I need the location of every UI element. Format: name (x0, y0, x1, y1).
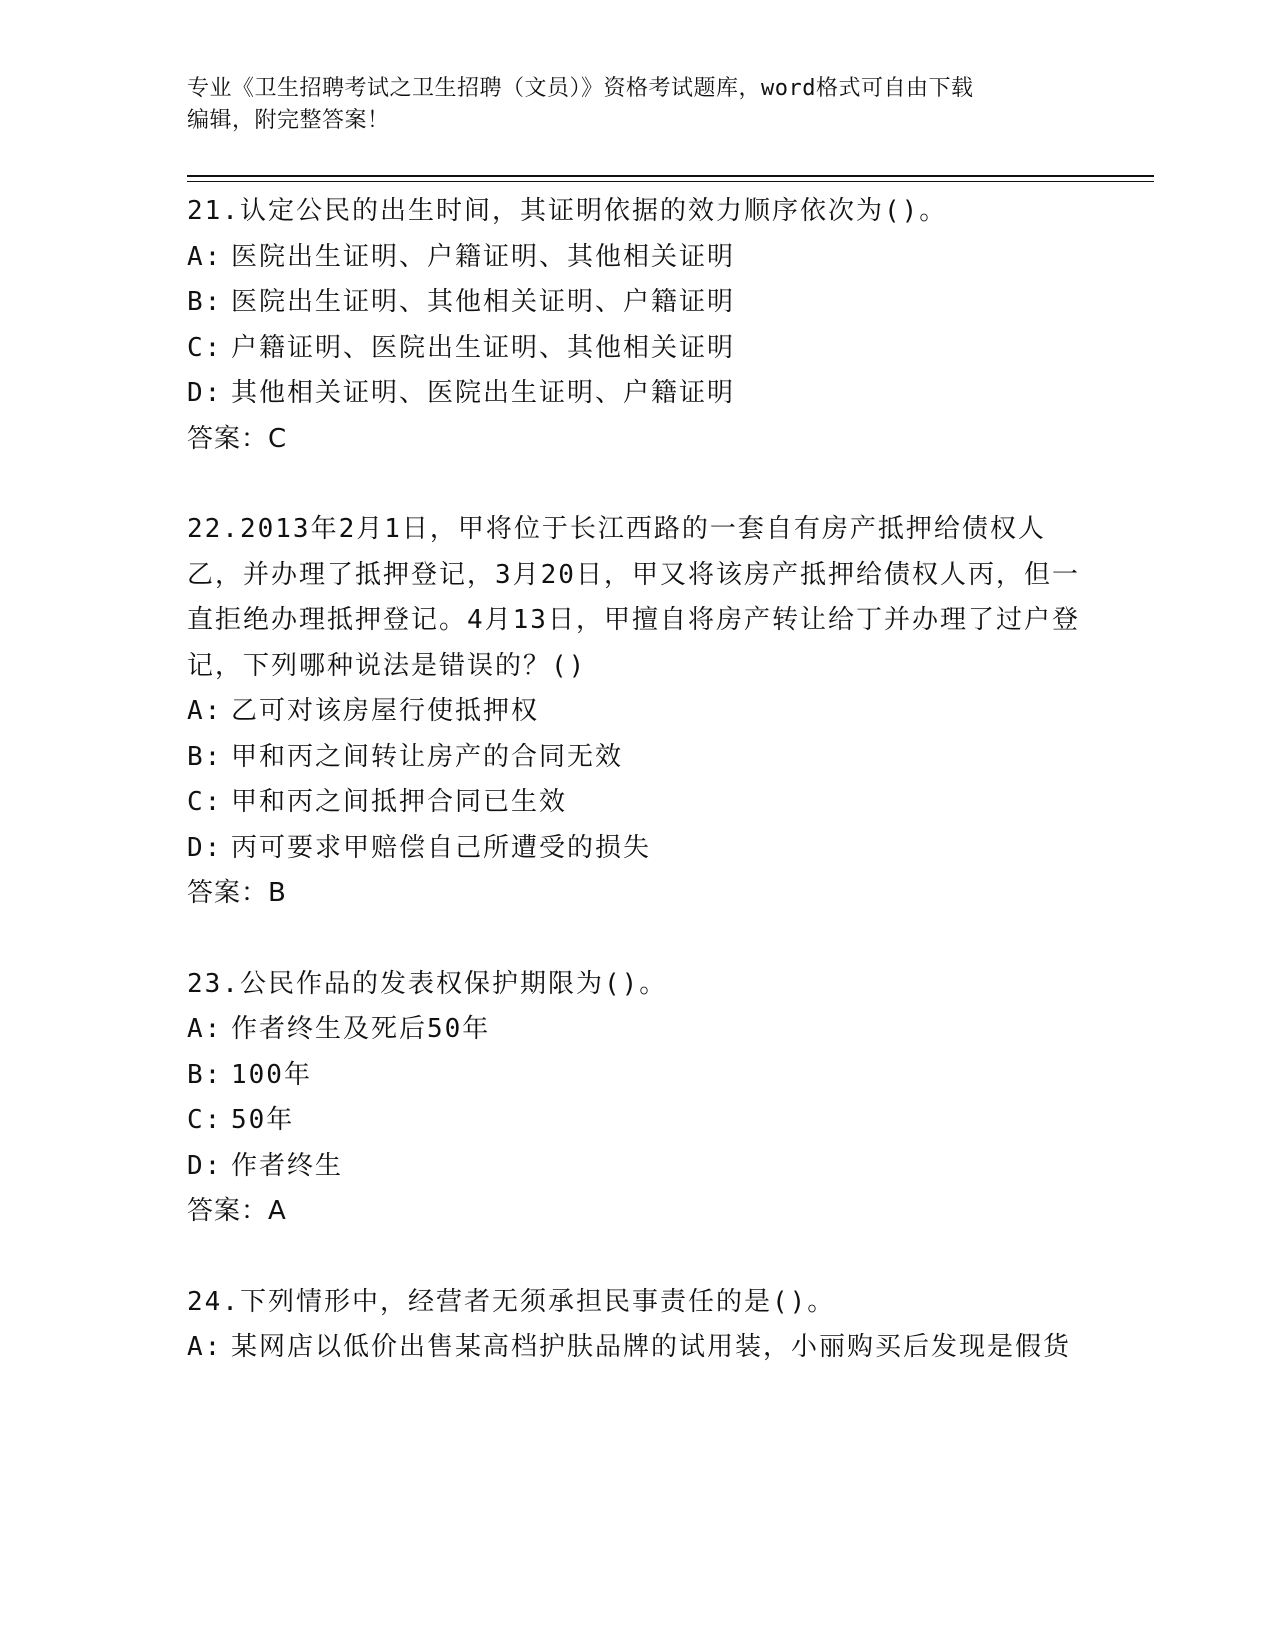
option-a (187, 235, 1087, 281)
answer-value: B (268, 878, 287, 908)
option-text: 作者终生 (231, 1150, 344, 1181)
question-stem: 21.认定公民的出生时间，其证明依据的效力顺序依次为()。 (187, 196, 948, 226)
answer-label: 答案： (187, 1196, 269, 1226)
option-c (187, 780, 1087, 826)
option-letter: D: (187, 832, 223, 863)
option-text: 医院出生证明、户籍证明、其他相关证明 (231, 241, 736, 272)
option-text: 户籍证明、医院出生证明、其他相关证明 (231, 332, 736, 363)
option-text: 其他相关证明、医院出生证明、户籍证明 (231, 378, 736, 408)
option-b (187, 280, 1087, 326)
question-stem: 24.下列情形中，经营者无须承担民事责任的是()。 (187, 1286, 836, 1317)
option-a (187, 1325, 1087, 1371)
option-text: 乙可对该房屋行使抵押权 (231, 696, 540, 726)
answer-line (187, 871, 1087, 917)
option-c (187, 326, 1087, 372)
option-letter: C: (187, 1105, 223, 1135)
option-letter: D: (187, 378, 223, 408)
option-text: 100年 (231, 1059, 312, 1090)
document-header (187, 73, 1087, 137)
option-letter: D: (187, 1150, 223, 1181)
question-24 (187, 1280, 1087, 1371)
option-text: 丙可要求甲赔偿自己所遭受的损失 (231, 832, 652, 863)
question-21 (187, 189, 1087, 462)
question-22 (187, 507, 1087, 917)
option-letter: A: (187, 241, 223, 272)
option-d (187, 1144, 1087, 1190)
header-line-2: 编辑，附完整答案！ (187, 108, 390, 133)
question-23 (187, 962, 1087, 1235)
option-d (187, 371, 1087, 417)
answer-value: C (268, 423, 288, 454)
option-text: 某网店以低价出售某高档护肤品牌的试用装，小丽购买后发现是假货 (231, 1332, 1072, 1362)
header-divider-bottom (187, 181, 1154, 182)
header-line-1: 专业《卫生招聘考试之卫生招聘（文员）》资格考试题库，word格式可自由下载 (187, 76, 974, 101)
question-stem: 22.2013年2月1日，甲将位于长江西路的一套自有房产抵押给债权人乙，并办理了抵押登记，3月20日，甲又将该房产抵押给债权人丙，但一直拒绝办理抵押登记。4月13日，甲擅自将房产转让给丁并办理了过户登记，下列哪种说法是错误的？() (187, 514, 1080, 681)
option-letter: A: (187, 1014, 223, 1044)
option-letter: A: (187, 1332, 223, 1362)
question-list (187, 189, 1087, 1416)
option-a (187, 1007, 1087, 1053)
answer-label: 答案： (187, 878, 269, 908)
option-letter: B: (187, 287, 223, 317)
option-a (187, 689, 1087, 735)
option-letter: C: (187, 332, 223, 363)
option-letter: C: (187, 787, 223, 817)
answer-value: A (268, 1196, 287, 1226)
question-stem: 23.公民作品的发表权保护期限为()。 (187, 968, 668, 999)
option-b (187, 1053, 1087, 1099)
header-divider-top (187, 175, 1154, 177)
option-text: 甲和丙之间转让房产的合同无效 (231, 741, 624, 772)
answer-line (187, 417, 1087, 463)
answer-line (187, 1189, 1087, 1235)
answer-label: 答案： (187, 423, 269, 454)
option-b (187, 735, 1087, 781)
option-text: 医院出生证明、其他相关证明、户籍证明 (231, 287, 736, 317)
option-letter: B: (187, 741, 223, 772)
option-letter: B: (187, 1059, 223, 1090)
option-text: 50年 (231, 1105, 295, 1135)
option-d (187, 826, 1087, 872)
option-text: 甲和丙之间抵押合同已生效 (231, 787, 568, 817)
option-text: 作者终生及死后50年 (231, 1014, 491, 1044)
option-letter: A: (187, 696, 223, 726)
option-c (187, 1098, 1087, 1144)
